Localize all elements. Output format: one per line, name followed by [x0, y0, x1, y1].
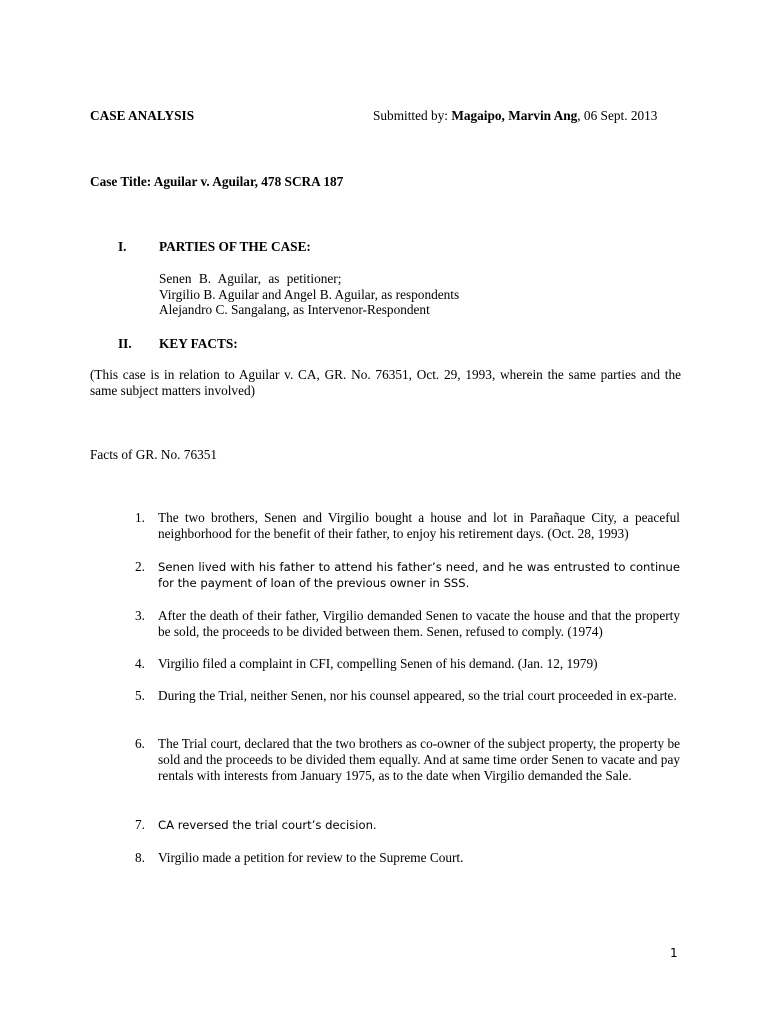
- submission-date: , 06 Sept. 2013: [577, 108, 658, 123]
- list-item-number: 3.: [135, 608, 145, 623]
- list-item-text: CA reversed the trial court’s decision.: [158, 818, 377, 832]
- case-title: Case Title: Aguilar v. Aguilar, 478 SCRA 187: [90, 174, 344, 189]
- list-item-number: 8.: [135, 850, 145, 865]
- page-number: 1: [670, 946, 678, 960]
- party-petitioner: Senen B. Aguilar, as petitioner;: [159, 271, 342, 286]
- section-2-title: KEY FACTS:: [159, 336, 238, 351]
- party-respondents: Virgilio B. Aguilar and Angel B. Aguilar, as respondents: [159, 287, 460, 302]
- list-item-text: The Trial court, declared that the two brothers as co-owner of the subject property, the property be sold and the proceeds to be divided them equally. And at same time order Senen to vacate and pay rentals with interests from January 1975, as to the date when Virgilio demanded the Sale.: [158, 736, 680, 783]
- list-item-number: 7.: [135, 817, 145, 832]
- list-item-number: 4.: [135, 656, 145, 671]
- list-item-text: Virgilio made a petition for review to the Supreme Court.: [158, 850, 464, 865]
- list-item-text: During the Trial, neither Senen, nor his counsel appeared, so the trial court proceeded in ex-parte.: [158, 688, 677, 703]
- submitted-by-label: Submitted by:: [373, 108, 452, 123]
- list-item-text: Senen lived with his father to attend his father’s need, and he was entrusted to continue for the payment of loan of the previous owner in SSS.: [158, 560, 680, 590]
- list-item-number: 5.: [135, 688, 145, 703]
- list-item-text: Virgilio filed a complaint in CFI, compelling Senen of his demand. (Jan. 12, 1979): [158, 656, 598, 671]
- document-type: CASE ANALYSIS: [90, 108, 195, 123]
- section-1-title: PARTIES OF THE CASE:: [159, 239, 311, 254]
- list-item-text: After the death of their father, Virgilio demanded Senen to vacate the house and that the property be sold, the proceeds to be divided between them. Senen, refused to comply. (1974): [158, 608, 680, 639]
- party-intervenor: Alejandro C. Sangalang, as Intervenor-Respondent: [159, 302, 430, 317]
- related-case-note: (This case is in relation to Aguilar v. CA, GR. No. 76351, Oct. 29, 1993, wherein the same parties and the same subject matters involved): [90, 367, 681, 398]
- list-item-number: 2.: [135, 559, 145, 574]
- list-item-text: The two brothers, Senen and Virgilio bought a house and lot in Parañaque City, a peaceful neighborhood for the benefit of their father, to enjoy his retirement days. (Oct. 28, 1993): [158, 510, 680, 541]
- submission-info: [373, 108, 657, 124]
- author-name: Magaipo, Marvin Ang: [451, 108, 578, 123]
- list-item-number: 1.: [135, 510, 145, 525]
- section-1-numeral: I.: [118, 239, 127, 254]
- list-item-number: 6.: [135, 736, 145, 751]
- section-2-numeral: II.: [118, 336, 132, 351]
- facts-heading: Facts of GR. No. 76351: [90, 447, 218, 462]
